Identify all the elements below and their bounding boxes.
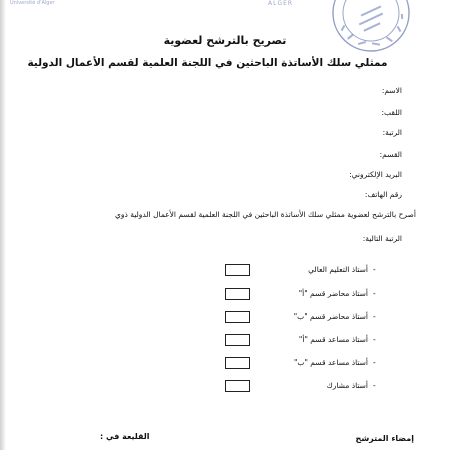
rank-bullet: -: [373, 358, 376, 367]
rank-checkbox[interactable]: [225, 380, 250, 392]
candidate-signature-label: إمضاء المترشح: [355, 434, 414, 443]
rank-option-row: [0, 357, 450, 371]
ranks-intro-label: الرتبة التالية:: [362, 234, 402, 243]
rank-option-label: أستاذ محاضر قسم "ب": [293, 312, 368, 321]
field-rank-label: الرتبة:: [382, 128, 402, 137]
rank-bullet: -: [373, 289, 376, 298]
field-name-label: الاسم:: [381, 86, 402, 95]
document-title: تصريح بالترشح لعضوية: [163, 34, 287, 47]
rank-bullet: -: [373, 381, 376, 390]
rank-checkbox[interactable]: [225, 288, 250, 300]
rank-option-row: [0, 288, 450, 302]
rank-option-label: أستاذ مساعد قسم "أ": [298, 335, 368, 344]
rank-option-row: [0, 311, 450, 325]
rank-bullet: -: [373, 335, 376, 344]
rank-option-row: [0, 264, 450, 278]
field-phone-label: رقم الهاتف:: [364, 190, 402, 199]
rank-option-label: أستاذ مشارك: [326, 381, 368, 390]
field-surname-label: اللقب:: [381, 108, 402, 117]
rank-bullet: -: [373, 265, 376, 274]
header-university-text: Université d'Alger: [10, 0, 55, 6]
rank-checkbox[interactable]: [225, 264, 250, 276]
rank-option-label: أستاذ محاضر قسم "أ": [298, 289, 368, 298]
document-subtitle: ممثلي سلك الأساتذة الباحثين في اللجنة العلمية لقسم الأعمال الدولية: [27, 57, 388, 69]
rank-option-row: [0, 334, 450, 348]
rank-checkbox[interactable]: [225, 357, 250, 369]
field-email-label: البريد الإلكتروني:: [349, 170, 402, 179]
header-city-text: ALGER: [268, 0, 294, 7]
location-date-label: القليعة في :: [100, 432, 150, 441]
rank-bullet: -: [373, 312, 376, 321]
rank-option-label: أستاذ مساعد قسم "ب": [293, 358, 368, 367]
rank-option-label: أستاذ التعليم العالي: [308, 265, 368, 274]
rank-checkbox[interactable]: [225, 334, 250, 346]
declaration-text: أصرح بالترشح لعضوية ممثلي سلك الأساتذة الباحثين في اللجنة العلمية لقسم الأعمال الدولية ذوي: [114, 210, 416, 219]
field-department-label: القسم:: [379, 150, 402, 159]
rank-option-row: [0, 380, 450, 394]
rank-checkbox[interactable]: [225, 311, 250, 323]
